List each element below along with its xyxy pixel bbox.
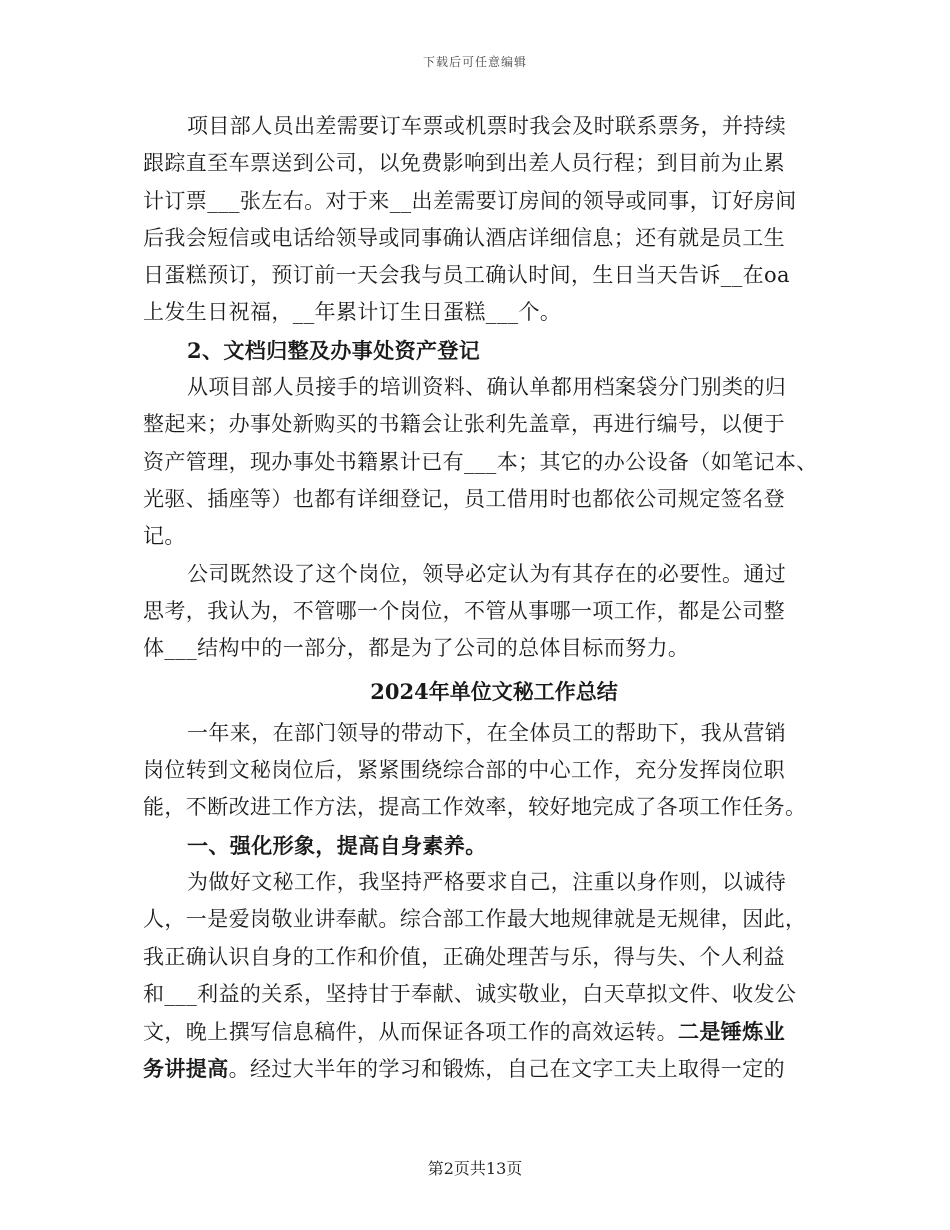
text-run: 文，晚上撰写信息稿件，从而保证各项工作的高效运转。 (143, 1020, 678, 1045)
paragraph-intro (143, 715, 833, 827)
text-line: 为做好文秘工作，我坚持严格要求自己，注重以身作则，以诚待 (187, 869, 787, 894)
paragraph-reflection (143, 556, 833, 668)
emphasis-run: 二是锤炼业 (678, 1019, 785, 1045)
text-line: 公司既然设了这个岗位，领导必定认为有其存在的必要性。通过 (187, 561, 787, 586)
text-line: 体___结构中的一部分，都是为了公司的总体目标而努力。 (143, 636, 690, 661)
text-line: 整起来；办事处新购买的书籍会让张利先盖章，再进行编号，以便于 (143, 412, 785, 437)
page-header: 下载后可任意编辑 (422, 55, 527, 69)
text-run: 。经过大半年的学习和锻炼，自己在文字工夫上取得一定的 (228, 1057, 786, 1082)
paragraph-ticketing (143, 108, 833, 332)
paragraph-part1 (143, 864, 833, 1088)
page-footer: 第2页共13页 (427, 1159, 523, 1178)
text-line: 和___利益的关系，坚持甘于奉献、诚实敬业，白天草拟文件、收发公 (143, 981, 797, 1006)
text-line: 后我会短信或电话给领导或同事确认酒店详细信息；还有就是员工生 (143, 225, 785, 250)
text-line: 人，一是爱岗敬业讲奉献。综合部工作最大地规律就是无规律，因此， (143, 907, 807, 932)
paragraph-archiving (143, 369, 833, 555)
part-heading: 一、强化形象，提高自身素养。 (187, 832, 487, 858)
text-line: 我正确认识自身的工作和价值，正确处理苦与乐，得与失、个人利益 (143, 944, 785, 969)
document-title: 2024年单位文秘工作总结 (370, 679, 618, 705)
text-line: 资产管理，现办事处书籍累计已有___本；其它的办公设备（如笔记本、 (143, 449, 818, 474)
text-line (143, 1050, 833, 1087)
text-line: 能，不断改进工作方法，提高工作效率，较好地完成了各项工作任务。 (143, 795, 807, 820)
text-line: 一年来，在部门领导的带动下，在全体员工的帮助下，我从营销 (187, 720, 787, 745)
text-line: 计订票___张左右。对于来__出差需要订房间的领导或同事，订好房间 (143, 188, 797, 213)
text-line: 从项目部人员接手的培训资料、确认单都用档案袋分门别类的归 (187, 375, 787, 400)
text-line: 上发生日祝福，__年累计订生日蛋糕___个。 (143, 300, 562, 325)
text-line: 光驱、插座等）也都有详细登记，员工借用时也都依公司规定签名登 (143, 486, 785, 511)
section-heading: 2、文档归整及办事处资产登记 (187, 337, 481, 363)
text-line: 日蛋糕预订，预订前一天会我与员工确认时间，生日当天告诉__在oa (143, 263, 790, 288)
text-line: 岗位转到文秘岗位后，紧紧围绕综合部的中心工作，充分发挥岗位职 (143, 758, 785, 783)
text-line (143, 1013, 833, 1050)
emphasis-run: 务讲提高 (143, 1056, 229, 1082)
document-body (143, 108, 833, 1088)
text-line: 思考，我认为，不管哪一个岗位，不管从事哪一项工作，都是公司整 (143, 598, 785, 623)
text-line: 记。 (143, 524, 186, 549)
text-line: 项目部人员出差需要订车票或机票时我会及时联系票务，并持续 (187, 114, 787, 138)
text-line: 跟踪直至车票送到公司，以免费影响到出差人员行程；到目前为止累 (143, 151, 785, 176)
